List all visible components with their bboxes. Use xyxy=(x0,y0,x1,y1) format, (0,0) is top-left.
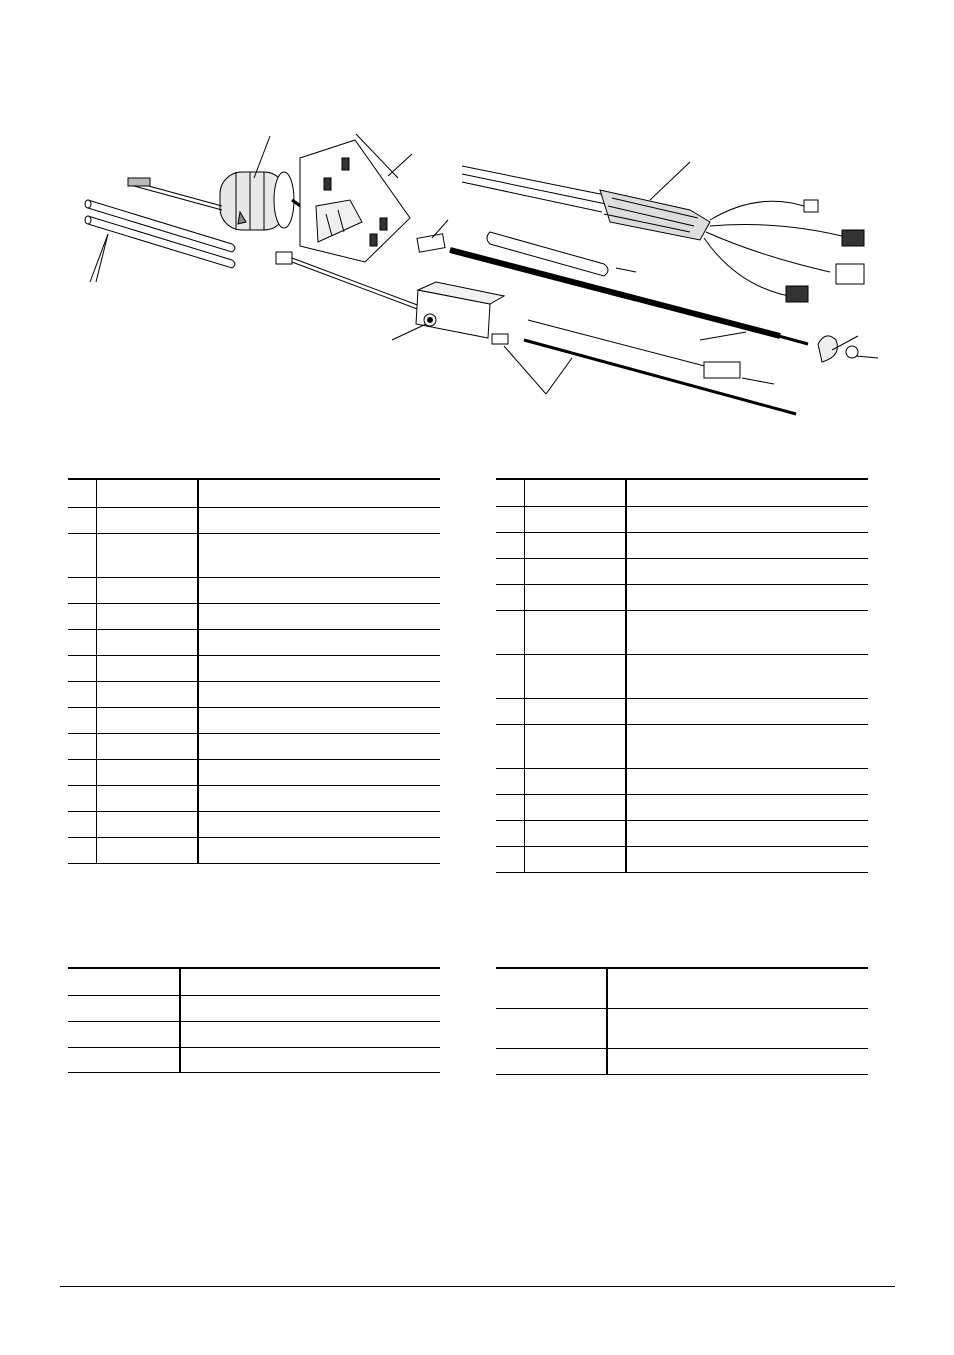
part-code xyxy=(524,794,626,820)
part-number xyxy=(68,603,96,629)
part-description xyxy=(198,733,440,759)
part-description xyxy=(198,629,440,655)
table-row xyxy=(496,1008,868,1048)
part-description xyxy=(626,506,868,532)
table-row xyxy=(496,968,868,1008)
part-code xyxy=(524,724,626,768)
part-number xyxy=(68,655,96,681)
spec-label xyxy=(496,1048,607,1074)
part-code xyxy=(524,558,626,584)
spec-value xyxy=(180,995,440,1021)
table-row xyxy=(68,603,440,629)
table-row xyxy=(496,558,868,584)
flex-shaft xyxy=(450,250,808,344)
part-number xyxy=(68,507,96,533)
part-number xyxy=(68,733,96,759)
table-row xyxy=(68,733,440,759)
servo xyxy=(276,252,504,338)
part-code xyxy=(96,785,198,811)
part-description xyxy=(626,846,868,872)
parts-table-left xyxy=(68,478,440,864)
table-row xyxy=(68,707,440,733)
part-code xyxy=(96,533,198,577)
part-code xyxy=(96,629,198,655)
part-description xyxy=(198,837,440,863)
part-code xyxy=(96,603,198,629)
part-number xyxy=(496,479,524,506)
spec-value xyxy=(180,968,440,995)
part-description xyxy=(198,811,440,837)
spec-label xyxy=(68,1021,180,1047)
part-code xyxy=(524,846,626,872)
part-description xyxy=(626,820,868,846)
spec-value xyxy=(180,1047,440,1072)
part-number xyxy=(68,629,96,655)
table-row xyxy=(496,724,868,768)
table-row xyxy=(496,820,868,846)
table-row xyxy=(496,654,868,698)
part-number xyxy=(496,846,524,872)
part-description xyxy=(626,724,868,768)
part-description xyxy=(626,768,868,794)
table-row xyxy=(68,759,440,785)
table-row xyxy=(68,811,440,837)
coupler xyxy=(417,234,445,252)
part-code xyxy=(524,532,626,558)
rudder-and-drive-rod xyxy=(492,320,796,414)
part-description xyxy=(198,785,440,811)
part-description xyxy=(626,558,868,584)
spec-value xyxy=(180,1021,440,1047)
part-description xyxy=(198,603,440,629)
part-code xyxy=(96,577,198,603)
part-number xyxy=(68,785,96,811)
part-code xyxy=(524,610,626,654)
table-row xyxy=(68,785,440,811)
callout-leaders xyxy=(90,134,878,394)
part-description xyxy=(198,707,440,733)
part-description xyxy=(198,655,440,681)
spec-label xyxy=(68,1047,180,1072)
part-code xyxy=(96,707,198,733)
part-number xyxy=(496,768,524,794)
part-number xyxy=(68,837,96,863)
esc-speed-controller xyxy=(462,166,864,302)
part-number xyxy=(496,532,524,558)
part-description xyxy=(198,681,440,707)
part-description xyxy=(626,479,868,506)
part-code xyxy=(96,837,198,863)
part-number xyxy=(496,724,524,768)
spec-label xyxy=(496,968,607,1008)
part-number xyxy=(68,479,96,507)
part-description xyxy=(626,610,868,654)
part-code xyxy=(524,506,626,532)
table-row xyxy=(68,629,440,655)
part-number xyxy=(68,759,96,785)
part-description xyxy=(626,584,868,610)
part-description xyxy=(198,507,440,533)
part-number xyxy=(496,584,524,610)
table-row xyxy=(68,655,440,681)
part-description xyxy=(626,794,868,820)
part-number xyxy=(68,533,96,577)
spec-label xyxy=(68,968,180,995)
table-header-row xyxy=(496,479,868,506)
silicone-tube xyxy=(487,232,608,276)
table-row xyxy=(496,584,868,610)
table-row xyxy=(68,837,440,863)
exploded-parts-diagram xyxy=(60,120,900,440)
part-description xyxy=(198,479,440,507)
part-number xyxy=(496,558,524,584)
spec-value xyxy=(607,968,868,1008)
table-header-row xyxy=(68,968,440,995)
part-code xyxy=(96,733,198,759)
part-number xyxy=(496,794,524,820)
spec-table-right xyxy=(496,967,868,1075)
part-description xyxy=(198,577,440,603)
table-row xyxy=(68,1047,440,1072)
spec-label xyxy=(496,1008,607,1048)
part-description xyxy=(626,532,868,558)
table-row xyxy=(68,681,440,707)
table-header-row xyxy=(68,479,440,507)
part-description xyxy=(198,533,440,577)
part-number xyxy=(496,506,524,532)
spec-table-left xyxy=(68,967,440,1073)
spec-value xyxy=(607,1048,868,1074)
spec-label xyxy=(68,995,180,1021)
footer-rule xyxy=(60,1286,895,1287)
table-row xyxy=(496,846,868,872)
table-row xyxy=(496,698,868,724)
table-row xyxy=(496,506,868,532)
spec-value xyxy=(607,1008,868,1048)
part-number xyxy=(68,811,96,837)
part-description xyxy=(626,698,868,724)
table-row xyxy=(68,577,440,603)
part-number xyxy=(68,681,96,707)
part-description xyxy=(626,654,868,698)
part-code xyxy=(524,768,626,794)
table-row xyxy=(496,610,868,654)
table-row xyxy=(68,1021,440,1047)
part-code xyxy=(524,479,626,506)
part-code xyxy=(524,654,626,698)
part-code xyxy=(524,584,626,610)
part-description xyxy=(198,759,440,785)
part-number xyxy=(496,820,524,846)
part-code xyxy=(96,479,198,507)
table-row xyxy=(496,1048,868,1074)
part-code xyxy=(524,698,626,724)
part-number xyxy=(68,577,96,603)
table-row xyxy=(496,532,868,558)
parts-table-right xyxy=(496,478,868,873)
part-code xyxy=(96,681,198,707)
table-row xyxy=(68,995,440,1021)
table-row xyxy=(496,794,868,820)
part-number xyxy=(496,698,524,724)
table-row xyxy=(496,768,868,794)
part-number xyxy=(496,654,524,698)
table-row xyxy=(68,533,440,577)
part-code xyxy=(96,507,198,533)
part-code xyxy=(524,820,626,846)
part-code xyxy=(96,759,198,785)
part-number xyxy=(68,707,96,733)
motor-mount-bracket xyxy=(300,140,410,262)
part-code xyxy=(96,811,198,837)
table-row xyxy=(68,507,440,533)
part-number xyxy=(496,610,524,654)
part-code xyxy=(96,655,198,681)
